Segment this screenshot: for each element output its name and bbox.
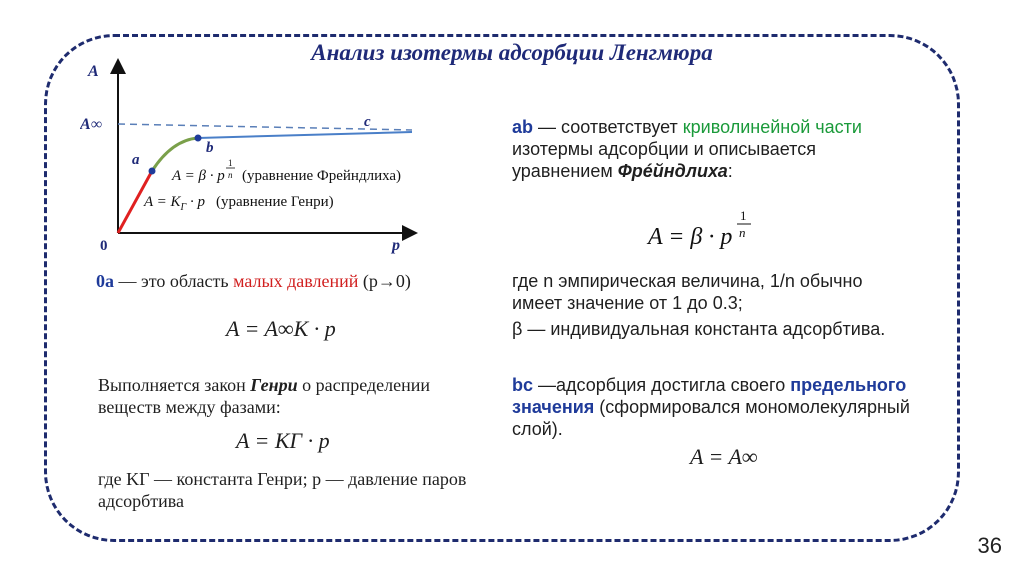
formula-henry-limit: A = A∞K · p [226, 316, 336, 341]
graph-freundlich-exp: 1 [228, 158, 233, 168]
bc-text2: (сформировался мономолекулярный слой). [512, 397, 910, 439]
ab-description [512, 116, 912, 182]
graph-freundlich-label: (уравнение Фрейндлиха) [242, 168, 402, 184]
ab-highlight: криволинейной части [682, 117, 862, 137]
bc-prefix: bc [512, 375, 534, 395]
henry-text1: Выполняется закон [98, 375, 251, 395]
ab-text1: — соответствует [533, 117, 683, 137]
point-a-label: a [132, 152, 140, 168]
ab-bold: Фрéйндлиха [617, 161, 728, 181]
n-description: где n эмпирическая величина, 1/n обычно имеет значение от 1 до 0.3; [512, 271, 863, 313]
origin-label: 0 [100, 238, 108, 254]
formula-limit: A = A∞ [690, 444, 758, 469]
segment-bc [198, 132, 412, 138]
segment-ab [152, 138, 198, 171]
ab-colon: : [727, 161, 733, 181]
point-c-label: c [364, 114, 371, 130]
formula-henry: A = KГ · p [236, 428, 330, 453]
oa-prefix: 0a [96, 271, 114, 291]
y-axis-label: A [88, 63, 99, 80]
graph-freundlich-formula: A = β · p [172, 168, 225, 184]
ab-text2: изотермы адсорбции и описывается уравнением [512, 139, 816, 181]
a-inf-label: A∞ [80, 116, 103, 133]
formula-freundlich [644, 204, 774, 254]
beta-description: β — индивидуальная константа адсорбтива. [512, 319, 886, 339]
graph-henry-label: (уравнение Генри) [216, 194, 334, 210]
page-number: 36 [977, 533, 1002, 558]
henry-where: где KГ — константа Генри; p — давление паров адсорбтива [98, 469, 467, 511]
bc-description [512, 374, 932, 440]
svg-text:n: n [739, 225, 746, 240]
slide-title: Анализ изотермы адсорбции Ленгмюра [311, 40, 713, 65]
point-b-marker [195, 135, 202, 142]
henry-bold: Генри [250, 375, 298, 395]
henry-description [98, 374, 468, 418]
bc-text1: —адсорбция достигла своего [533, 375, 791, 395]
oa-text1: — это область [114, 271, 234, 291]
x-axis-label: p [392, 237, 400, 254]
graph-freundlich-exp-n: n [228, 170, 233, 180]
ab-prefix: ab [512, 117, 534, 137]
oa-text2: (p→0) [358, 271, 411, 291]
point-b-label: b [206, 140, 214, 156]
oa-highlight: малых давлений [233, 271, 359, 291]
graph-henry-formula: $A = K_Г \cdot p$ [144, 194, 205, 213]
point-a-marker [149, 168, 156, 175]
isotherm-graph [80, 58, 420, 258]
henry-text2: о распределении веществ между фазами: [98, 375, 431, 417]
svg-text:1: 1 [740, 208, 747, 223]
oa-description [96, 270, 456, 292]
svg-text:A = β · p: A = β · p [648, 224, 733, 250]
bc-bold: предельного значения [512, 375, 907, 417]
